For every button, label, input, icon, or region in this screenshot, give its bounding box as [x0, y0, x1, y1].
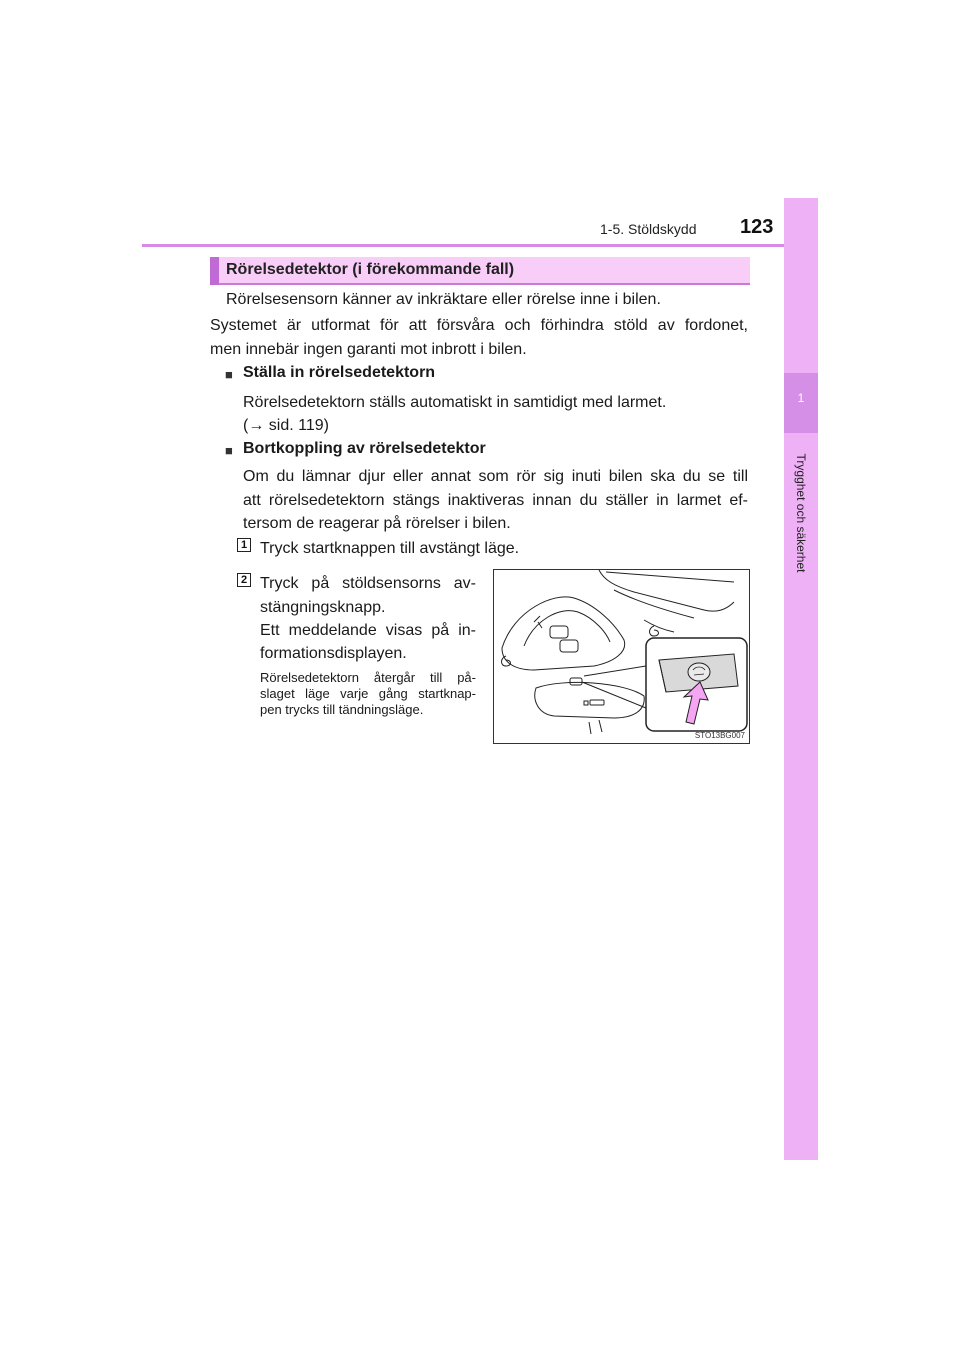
subsection-title: Ställa in rörelsedetektorn	[243, 364, 436, 381]
figure-code: STO13BG007	[694, 731, 745, 740]
step-note: slaget läge varje gång startknap-	[260, 686, 476, 701]
subsection-title: Bortkoppling av rörelsedetektor	[243, 440, 486, 457]
intro-paragraph-1: Rörelsesensorn känner av inkräktare eller rörelse inne i bilen.	[226, 291, 661, 308]
subsection-text: Om du lämnar djur eller annat som rör sig inuti bilen ska du se till	[243, 468, 748, 485]
step-text: stängningsknapp.	[260, 599, 386, 616]
subsection-text: Rörelsedetektorn ställs automatiskt in samtidigt med larmet.	[243, 394, 667, 411]
intro-paragraph-2-line1: Systemet är utformat för att försvåra och förhindra stöld av fordonet,	[210, 317, 748, 334]
section-title: Rörelsedetektor (i förekommande fall)	[226, 261, 515, 278]
subsection-text: tersom de reagerar på rörelser i bilen.	[243, 515, 511, 532]
step-text: Tryck på stöldsensorns av-	[260, 575, 476, 592]
section-heading-marker	[210, 257, 219, 285]
step-text: formationsdisplayen.	[260, 645, 407, 662]
page-reference-link[interactable]: (→ sid. 119)	[243, 417, 329, 434]
step-note: pen trycks till tändningsläge.	[260, 702, 424, 717]
chapter-tab-band	[784, 198, 818, 1160]
page-number: 123	[740, 216, 774, 238]
chapter-title: Trygghet och säkerhet	[794, 453, 808, 573]
step-number-badge: 2	[237, 573, 251, 587]
subsection-text: att rörelsedetektorn stängs inaktiveras innan du ställer in larmet ef-	[243, 492, 748, 509]
bullet-square-icon: ■	[225, 443, 233, 458]
step-note: Rörelsedetektorn återgår till på-	[260, 670, 476, 685]
chapter-number: 1	[797, 391, 805, 405]
step-text: Tryck startknappen till avstängt läge.	[260, 540, 520, 557]
intro-paragraph-2-line2: men innebär ingen garanti mot inbrott i bilen.	[210, 341, 527, 358]
step-number-badge: 1	[237, 538, 251, 552]
overhead-console-drawing	[494, 570, 749, 743]
header-rule	[142, 244, 818, 247]
bullet-square-icon: ■	[225, 367, 233, 382]
header-section-title: 1-5. Stöldskydd	[600, 221, 697, 237]
step-text: Ett meddelande visas på in-	[260, 622, 476, 639]
overhead-console-illustration	[493, 569, 750, 744]
